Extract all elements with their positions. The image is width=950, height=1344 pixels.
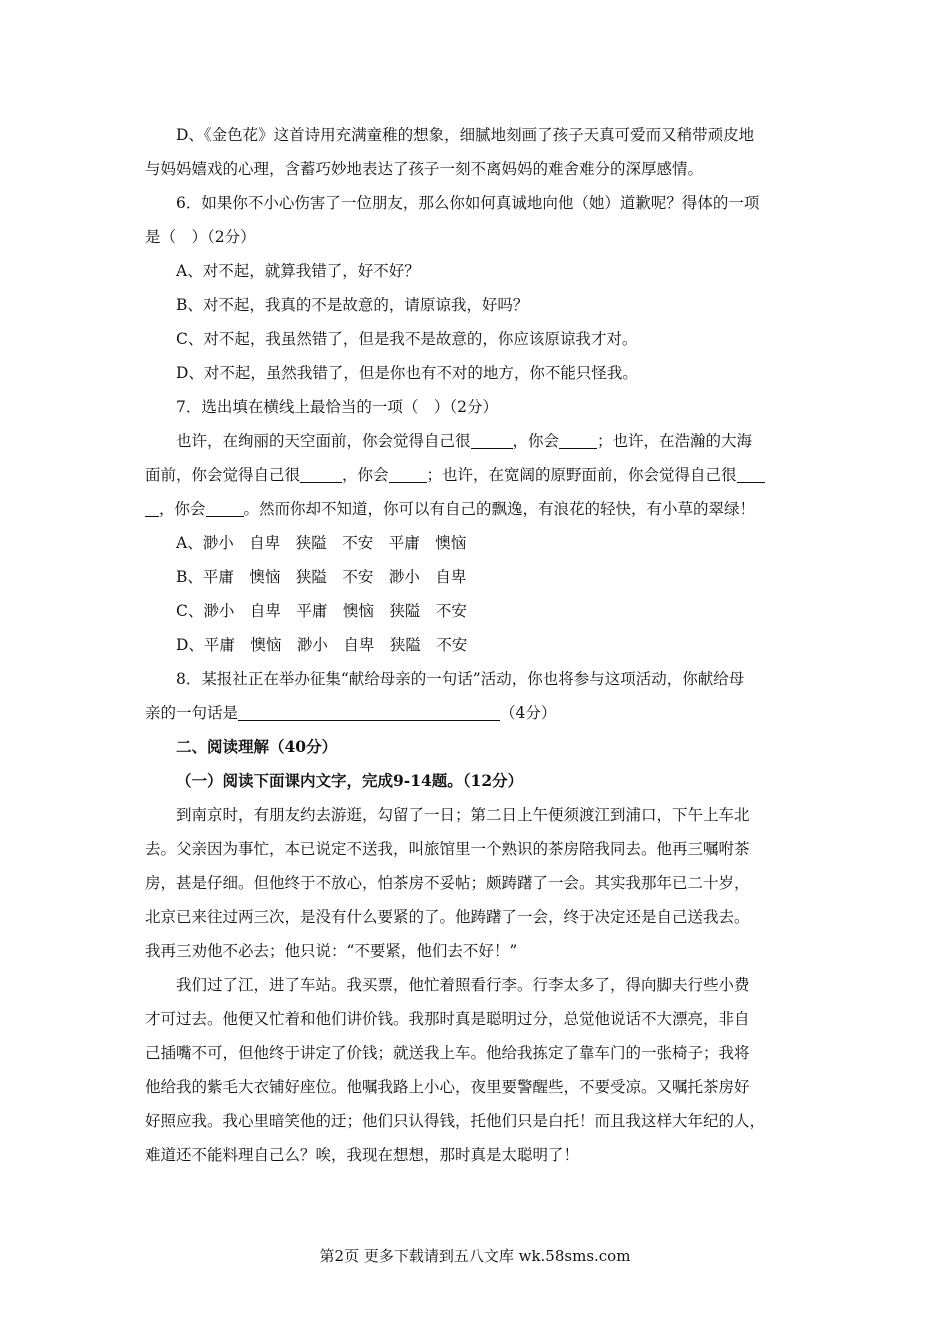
passage-line: 北京已来往过两三次，是没有什么要紧的了。他踌躇了一会，终于决定还是自己送我去。	[145, 908, 750, 926]
blank	[206, 498, 244, 517]
q7-stem: 7．选出填在横线上最恰当的一项（ ）（2分）	[176, 398, 498, 416]
q7-text: 面前，你会觉得自己很	[145, 466, 301, 484]
passage-line: 己插嘴不可，但他终于讲定了价钱；就送我上车。他给我拣定了靠车门的一张椅子；我将	[145, 1044, 750, 1062]
q7-text: ；也许，在宽阔的原野面前，你会觉得自己很	[426, 466, 737, 484]
q7-text: ；也许，在浩瀚的大海	[597, 432, 753, 450]
passage-line: 我再三劝他不必去；他只说：“不要紧，他们去不好！”	[145, 942, 518, 960]
q7-text-line2	[145, 458, 810, 492]
q7-option-a: A、渺小 自卑 狭隘 不安 平庸 懊恼	[176, 534, 467, 552]
passage-line: 去。父亲因为事忙，本已说定不送我，叫旅馆里一个熟识的茶房陪我同去。他再三嘱咐茶	[145, 840, 750, 858]
q7-text: ，你会	[159, 500, 206, 518]
q6-option-d: D、对不起，虽然我错了，但是你也有不对的地方，你不能只怪我。	[176, 364, 638, 382]
passage-line: 好照应我。我心里暗笑他的迂；他们只认得钱，托他们只是白托！而且我这样大年纪的人，	[145, 1112, 766, 1130]
passage-line: 到南京时，有朋友约去游逛，勾留了一日；第二日上午便须渡江到浦口，下午上车北	[176, 806, 750, 824]
q8-line1: 8．某报社正在举办征集“献给母亲的一句话”活动，你也将参与这项活动，你献给母	[176, 670, 745, 688]
passage-line: 我们过了江，进了车站。我买票，他忙着照看行李。行李太多了，得向脚夫行些小费	[176, 976, 750, 994]
blank	[559, 430, 597, 449]
passage-line: 他给我的紫毛大衣铺好座位。他嘱我路上小心，夜里要警醒些，不要受凉。又嘱托茶房好	[145, 1078, 750, 1096]
q6-option-a: A、对不起，就算我错了，好不好？	[176, 262, 420, 280]
q7-option-d: D、平庸 懊恼 渺小 自卑 狭隘 不安	[176, 636, 468, 654]
q7-option-c: C、渺小 自卑 平庸 懊恼 狭隘 不安	[176, 602, 467, 620]
q8-prompt: 亲的一句话是	[145, 704, 239, 722]
blank	[300, 464, 342, 483]
section-title: 二、阅读理解（40分）	[176, 737, 338, 756]
q6-stem-line2: 是（ ）（2分）	[145, 228, 256, 246]
q6-option-b: B、对不起，我真的不是故意的，请原谅我，好吗？	[176, 296, 529, 314]
q7-text-line3	[145, 492, 810, 526]
section-subtitle: （一）阅读下面课内文字，完成9-14题。（12分）	[176, 771, 524, 790]
q7-option-b: B、平庸 懊恼 狭隘 不安 渺小 自卑	[176, 568, 467, 586]
q7-text: ，你会	[512, 432, 560, 450]
q7-text: 。然而你却不知道，你可以有自己的飘逸，有浪花的轻快，有小草的翠绿！	[243, 500, 756, 518]
blank	[471, 430, 513, 449]
q6-option-c: C、对不起，我虽然错了，但是我不是故意的，你应该原谅我才对。	[176, 330, 638, 348]
passage-line: 房，甚是仔细。但他终于不放心，怕茶房不妥帖；颇踌躇了一会。其实我那年已二十岁，	[145, 874, 750, 892]
page-footer: 第2页 更多下载请到五八文库 wk.58sms.com	[319, 1247, 631, 1265]
blank	[145, 498, 159, 517]
q7-text: ，你会	[342, 466, 389, 484]
blank	[737, 464, 765, 483]
q6-stem-line1: 6．如果你不小心伤害了一位朋友，那么你如何真诚地向他（她）道歉呢？得体的一项	[176, 194, 760, 212]
passage-line: 才可过去。他便又忙着和他们讲价钱。我那时真是聪明过分，总觉他说话不大漂亮，非自	[145, 1010, 750, 1028]
q8-line2	[145, 696, 810, 730]
q7-text-line1	[145, 424, 810, 458]
page-content	[145, 118, 810, 1172]
q5-option-d-line1: D、《金色花》这首诗用充满童稚的想象，细腻地刻画了孩子天真可爱而又稍带顽皮地	[176, 126, 755, 144]
blank	[389, 464, 427, 483]
q8-score: （4分）	[500, 704, 557, 722]
answer-blank	[238, 702, 500, 721]
passage-line: 难道还不能料理自己么？唉，我现在想想，那时真是太聪明了！	[145, 1146, 580, 1164]
q7-text: 也许，在绚丽的天空面前，你会觉得自己很	[176, 432, 471, 450]
q5-option-d-line2: 与妈妈嬉戏的心理，含蓄巧妙地表达了孩子一刻不离妈妈的难舍难分的深厚感情。	[145, 160, 704, 178]
